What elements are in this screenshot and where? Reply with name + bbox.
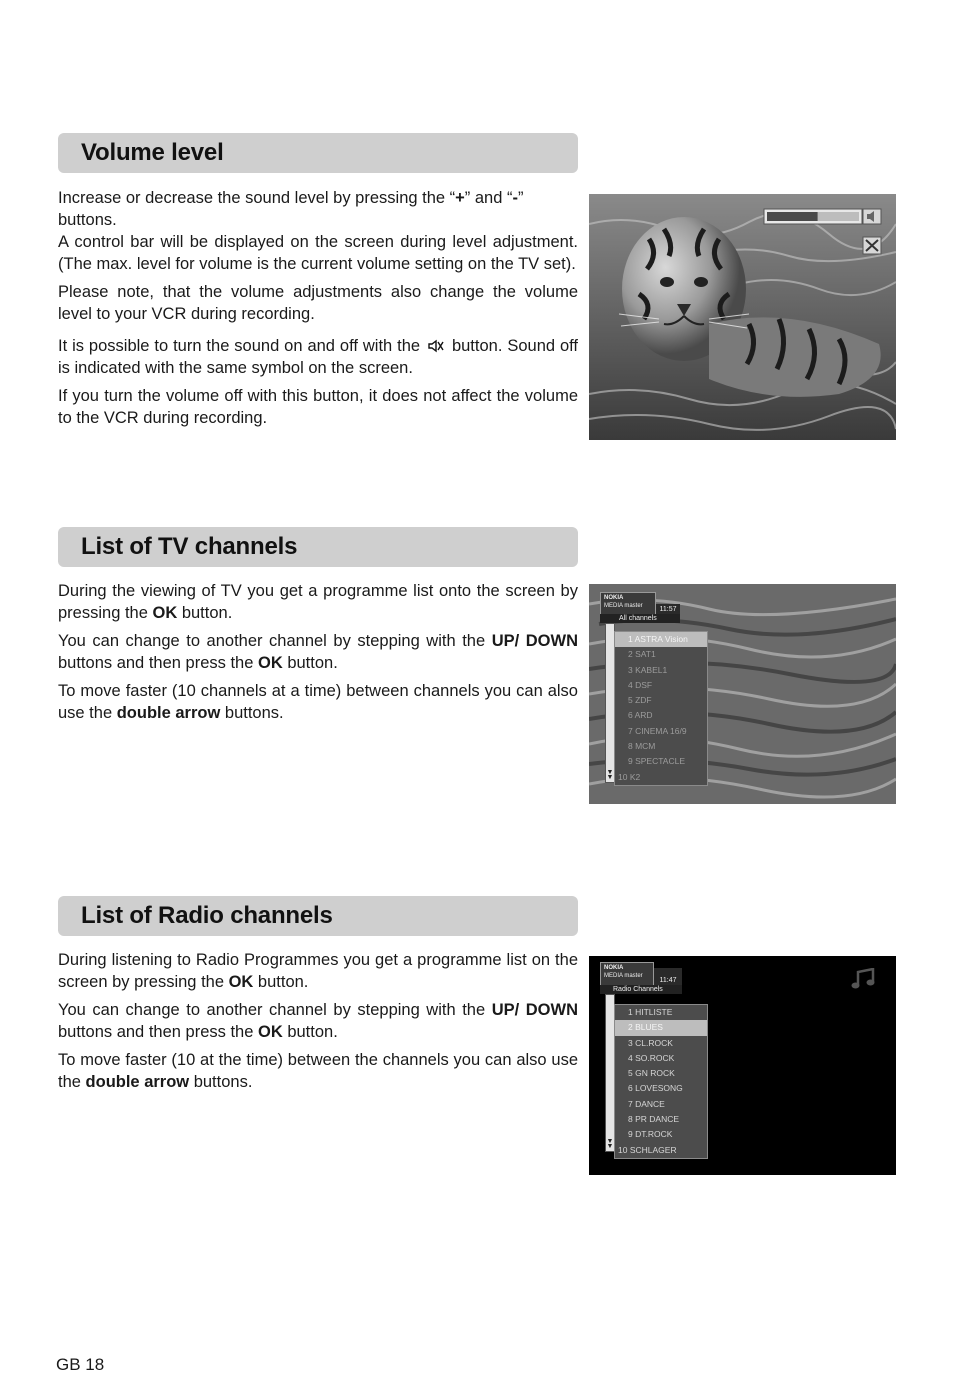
volume-paragraph-5: If you turn the volume off with this button, it does not affect the volume to the VCR during recording. (58, 387, 578, 427)
channel-list-item[interactable]: 8 PR DANCE (628, 1114, 680, 1125)
tv-paragraph-1: During the viewing of TV you get a programme list onto the screen by pressing the OK button. (58, 582, 578, 622)
channel-list-item[interactable]: 4 SO.ROCK (628, 1052, 675, 1063)
channel-list-item[interactable]: 5 ZDF (628, 695, 652, 706)
radio-paragraph-3: To move faster (10 at the time) between the channels you can also use the double arrow buttons. (58, 1051, 578, 1091)
double-arrow-down-icon[interactable]: ▼ ▼ (606, 769, 614, 781)
tiger-image (589, 194, 896, 440)
osd-list-title: Radio Channels (600, 985, 682, 994)
brand-sub: MEDIA master (604, 973, 643, 979)
channel-list-item[interactable]: 10 K2 (618, 771, 641, 782)
double-arrow-down-icon[interactable]: ▼ ▼ (606, 1138, 614, 1150)
channel-list-item[interactable]: 7 DANCE (628, 1098, 665, 1109)
page-number: GB 18 (56, 1355, 105, 1374)
osd-channel-list (614, 1004, 708, 1159)
channel-list-item[interactable]: 2 SAT1 (628, 649, 656, 660)
section-header-radio (58, 896, 578, 936)
music-note-icon (851, 968, 877, 990)
volume-text (58, 187, 578, 435)
volume-screenshot (589, 194, 896, 440)
channel-list-item[interactable]: 3 CL.ROCK (628, 1037, 673, 1048)
radio-text (58, 949, 578, 1099)
channel-list-item[interactable]: 2 BLUES (615, 1020, 707, 1035)
osd-brand-box (600, 592, 656, 616)
channel-list-item[interactable]: 10 SCHLAGER (618, 1144, 677, 1155)
channel-list-item[interactable]: 8 MCM (628, 741, 656, 752)
radio-paragraph-2: You can change to another channel by stepping with the UP/ DOWN buttons and then press the OK button. (58, 1001, 578, 1041)
brand-logo: NOKIA (604, 965, 624, 971)
tv-paragraph-3: To move faster (10 channels at a time) between channels you can also use the double arrow buttons. (58, 682, 578, 722)
channel-list-item[interactable]: 6 LOVESONG (628, 1083, 683, 1094)
osd-brand-box (600, 962, 654, 986)
volume-paragraph-4: It is possible to turn the sound on and off with the button. Sound off is indicated with the same symbol on the screen. (58, 337, 579, 377)
volume-level-bar (767, 212, 818, 221)
tv-screenshot (589, 584, 896, 804)
section-header-tv (58, 527, 578, 567)
radio-paragraph-1: During listening to Radio Programmes you get a programme list on the screen by pressing the OK button. (58, 951, 578, 991)
channel-list-item[interactable]: 9 DT.ROCK (628, 1129, 673, 1140)
volume-paragraph-1: Increase or decrease the sound level by pressing the “+” and “-” buttons. (58, 189, 524, 229)
radio-screenshot (589, 956, 896, 1175)
section-title: List of TV channels (81, 533, 298, 560)
channel-list-item[interactable]: 3 KABEL1 (628, 664, 668, 675)
tv-text (58, 580, 578, 730)
channel-list-item[interactable]: 5 GN ROCK (628, 1068, 675, 1079)
tv-paragraph-2: You can change to another channel by stepping with the UP/ DOWN buttons and then press the OK button. (58, 632, 578, 672)
channel-list-item[interactable]: 9 SPECTACLE (628, 756, 686, 767)
section-title: List of Radio channels (81, 902, 333, 929)
volume-paragraph-3: Please note, that the volume adjustments also change the volume level to your VCR during recording. (58, 283, 578, 323)
osd-channel-list (614, 631, 708, 786)
brand-logo: NOKIA (604, 595, 624, 601)
channel-list-item[interactable]: 1 ASTRA Vision (615, 632, 707, 647)
channel-list-item[interactable]: 4 DSF (628, 679, 653, 690)
section-header-volume (58, 133, 578, 173)
osd-list-title: All channels (600, 614, 680, 623)
brand-sub: MEDIA master (604, 603, 643, 609)
osd-time: 11:57 (656, 604, 680, 616)
volume-paragraph-2: A control bar will be displayed on the screen during level adjustment. (The max. level for volume is the current volume setting on the TV set). (58, 233, 578, 273)
channel-list-item[interactable]: 6 ARD (628, 710, 653, 721)
section-title: Volume level (81, 139, 224, 166)
channel-list-item[interactable]: 7 CINEMA 16/9 (628, 725, 687, 736)
channel-list-item[interactable]: 1 HITLISTE (628, 1007, 673, 1017)
mute-icon (427, 339, 445, 353)
osd-time: 11:47 (654, 968, 682, 986)
